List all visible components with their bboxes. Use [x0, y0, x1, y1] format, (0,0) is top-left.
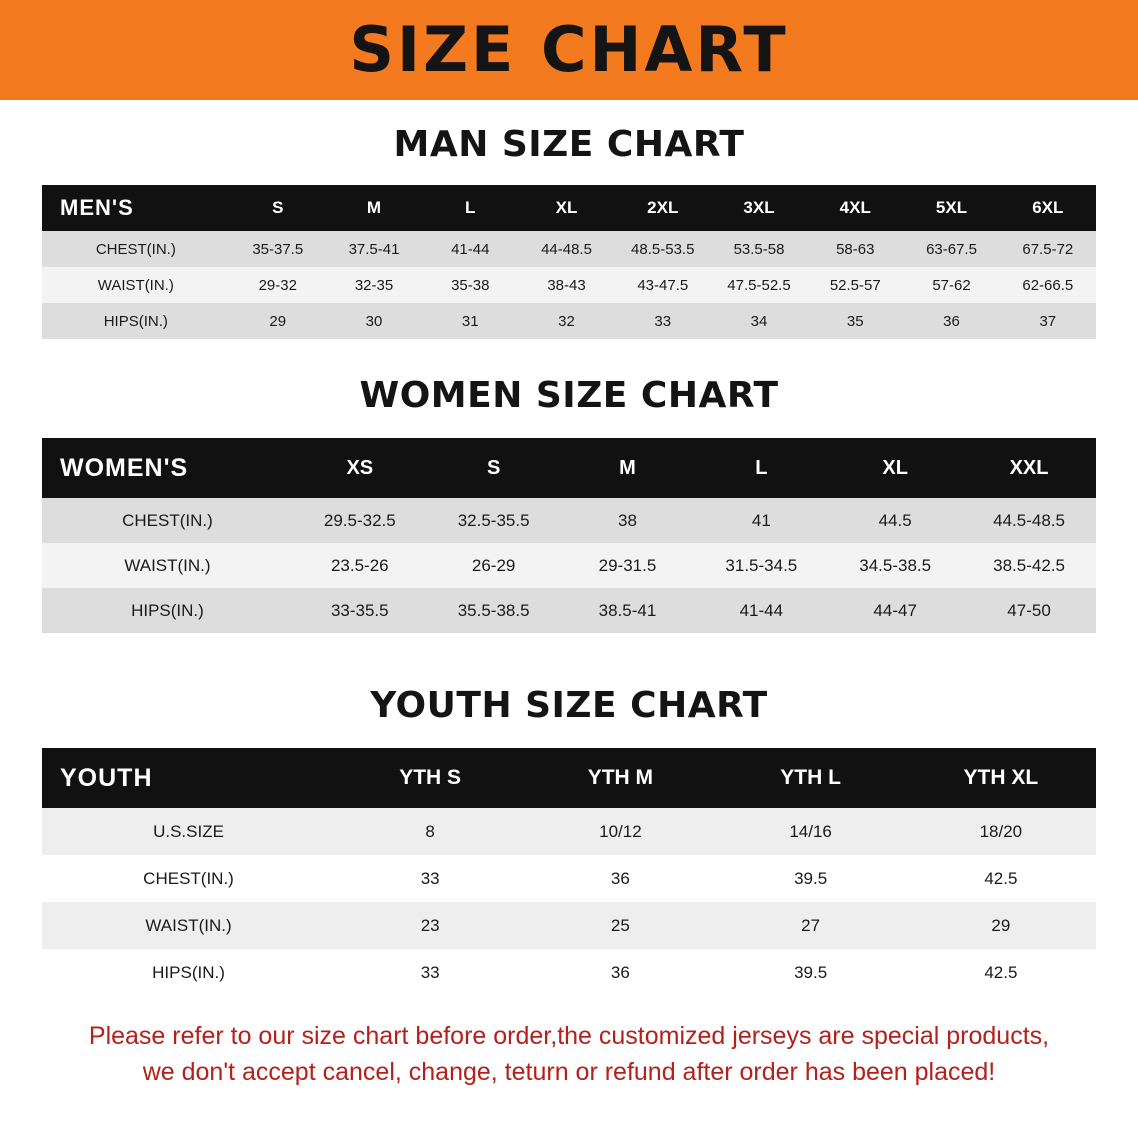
cell: 53.5-58: [733, 240, 785, 258]
cell: 36: [610, 962, 630, 982]
man-header-size: 4XL: [839, 198, 871, 217]
cell: 29-32: [258, 276, 297, 294]
cell: 67.5-72: [1022, 240, 1074, 258]
cell: 29: [991, 915, 1011, 935]
table-row: [42, 949, 1096, 996]
disclaimer-line-2: we don't accept cancel, change, teturn or refund after order has been placed!: [142, 1058, 996, 1087]
table-row: [42, 303, 1096, 339]
man-header-size: 6XL: [1032, 198, 1064, 217]
cell: 27: [801, 915, 821, 935]
man-header-size: S: [272, 198, 284, 217]
cell: 57-62: [932, 276, 971, 294]
row-label: HIPS(IN.): [131, 600, 204, 620]
row-label: WAIST(IN.): [124, 555, 211, 575]
cell: 58-63: [836, 240, 875, 258]
women-header-size: XXL: [1009, 456, 1049, 479]
cell: 38.5-42.5: [993, 555, 1065, 575]
cell: 25: [610, 915, 630, 935]
cell: 47.5-52.5: [727, 276, 791, 294]
table-row: [42, 855, 1096, 902]
youth-table-header: [42, 748, 1096, 808]
cell: 32.5-35.5: [457, 510, 530, 530]
cell: 29-31.5: [598, 555, 657, 575]
cell: 35-37.5: [252, 240, 304, 258]
table-row: [42, 902, 1096, 949]
women-header-size: XL: [882, 456, 908, 479]
man-header-size: L: [465, 198, 476, 217]
cell: 44.5-48.5: [993, 510, 1065, 530]
disclaimer-line-1: Please refer to our size chart before order,the customized jerseys are special products,: [88, 1022, 1050, 1050]
youth-chart-wrap: [0, 748, 1138, 996]
women-header-size: S: [486, 456, 501, 479]
cell: 44.5: [878, 510, 912, 530]
women-header-label: WOMEN'S: [60, 453, 189, 482]
youth-header-size: YTH L: [780, 766, 841, 789]
man-section-title: MAN SIZE CHART: [393, 124, 745, 165]
cell: 10/12: [599, 821, 642, 841]
women-size-table: [42, 438, 1096, 633]
youth-table-body: [42, 808, 1096, 996]
row-label: CHEST(IN.): [122, 510, 213, 530]
women-header-size: L: [755, 456, 768, 479]
man-table-body: [42, 231, 1096, 339]
cell: 38: [618, 510, 637, 530]
cell: 26-29: [471, 555, 516, 575]
cell: 43-47.5: [637, 276, 689, 294]
cell: 29: [269, 312, 287, 330]
women-table-body: [42, 498, 1096, 633]
page-banner: [0, 0, 1138, 100]
table-row: [42, 543, 1096, 588]
women-header-size: XS: [346, 456, 374, 479]
cell: 41-44: [451, 240, 490, 258]
cell: 31: [461, 312, 479, 330]
cell: 8: [425, 821, 435, 841]
cell: 34: [750, 312, 768, 330]
cell: 63-67.5: [926, 240, 977, 258]
table-header-row: [42, 438, 1096, 498]
man-header-size: 3XL: [743, 198, 775, 217]
man-header-size: 2XL: [647, 198, 679, 217]
youth-section-title: YOUTH SIZE CHART: [370, 685, 768, 726]
row-label: HIPS(IN.): [103, 312, 168, 330]
cell: 52.5-57: [829, 276, 881, 294]
table-row: [42, 498, 1096, 543]
row-label: CHEST(IN.): [95, 240, 176, 258]
youth-header-size: YTH XL: [963, 766, 1039, 789]
cell: 32: [558, 312, 575, 330]
page-title: SIZE CHART: [349, 13, 789, 86]
cell: 42.5: [984, 868, 1018, 888]
women-chart-wrap: [0, 438, 1138, 633]
cell: 62-66.5: [1022, 276, 1074, 294]
cell: 18/20: [979, 821, 1023, 841]
youth-header-size: YTH S: [399, 766, 462, 789]
youth-size-table: [42, 748, 1096, 996]
cell: 39.5: [794, 962, 828, 982]
cell: 35-38: [451, 276, 490, 294]
cell: 29.5-32.5: [323, 510, 396, 530]
cell: 38.5-41: [598, 600, 657, 620]
cell: 31.5-34.5: [725, 555, 798, 575]
table-row: [42, 267, 1096, 303]
cell: 47-50: [1007, 600, 1051, 620]
row-label: CHEST(IN.): [143, 868, 234, 888]
cell: 14/16: [789, 821, 832, 841]
row-label: WAIST(IN.): [145, 915, 232, 935]
man-header-label: MEN'S: [60, 195, 134, 220]
cell: 33: [654, 312, 672, 330]
cell: 35.5-38.5: [457, 600, 530, 620]
table-header-row: [42, 748, 1096, 808]
youth-header-size: YTH M: [587, 766, 654, 789]
table-row: [42, 588, 1096, 633]
women-header-size: M: [619, 456, 636, 479]
row-label: HIPS(IN.): [152, 962, 225, 982]
cell: 23: [420, 915, 440, 935]
man-size-table: [42, 185, 1096, 339]
man-header-size: M: [366, 198, 382, 217]
man-chart-wrap: [0, 185, 1138, 339]
table-header-row: [42, 185, 1096, 231]
cell: 41-44: [739, 600, 784, 620]
cell: 41: [751, 510, 771, 530]
cell: 48.5-53.5: [631, 240, 695, 258]
cell: 36: [610, 868, 630, 888]
youth-header-label: YOUTH: [60, 763, 153, 792]
cell: 33-35.5: [330, 600, 389, 620]
cell: 32-35: [354, 276, 394, 294]
man-header-size: 5XL: [935, 198, 968, 217]
row-label: WAIST(IN.): [97, 276, 174, 294]
cell: 44-47: [873, 600, 917, 620]
cell: 30: [365, 312, 383, 330]
cell: 38-43: [547, 276, 586, 294]
women-section-title: WOMEN SIZE CHART: [359, 375, 779, 416]
cell: 36: [943, 312, 960, 330]
row-label: U.S.SIZE: [153, 821, 224, 841]
cell: 39.5: [794, 868, 828, 888]
table-row: [42, 231, 1096, 267]
cell: 37: [1039, 312, 1057, 330]
man-table-header: [42, 185, 1096, 231]
man-header-size: XL: [555, 198, 578, 217]
cell: 37.5-41: [348, 240, 400, 258]
cell: 35: [846, 312, 864, 330]
cell: 23.5-26: [330, 555, 389, 575]
cell: 34.5-38.5: [859, 555, 932, 575]
cell: 44-48.5: [541, 240, 592, 258]
disclaimer-note: [34, 1018, 1104, 1091]
cell: 33: [420, 962, 440, 982]
table-row: [42, 808, 1096, 855]
cell: 42.5: [984, 962, 1018, 982]
women-table-header: [42, 438, 1096, 498]
cell: 33: [420, 868, 440, 888]
